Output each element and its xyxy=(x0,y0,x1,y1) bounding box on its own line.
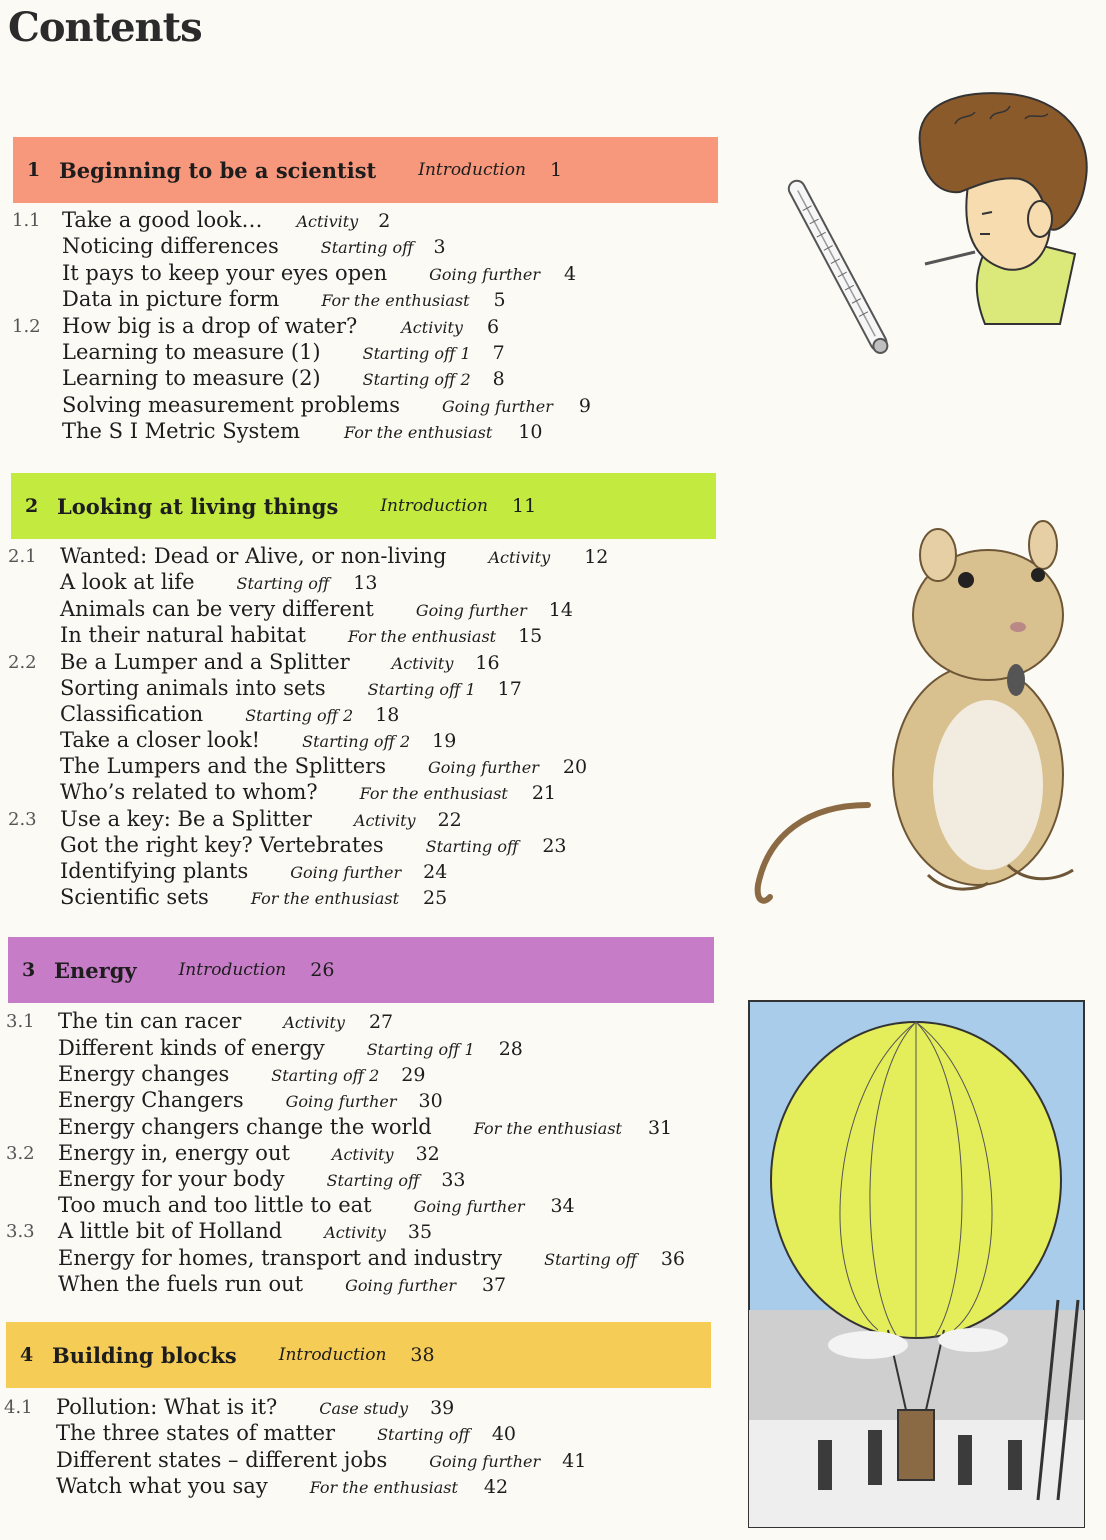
gerbil-illustration xyxy=(748,505,1098,915)
lesson-page-number: 40 xyxy=(491,1423,517,1445)
lesson-page-number: 15 xyxy=(518,625,543,647)
lesson-type: Activity xyxy=(488,548,551,567)
lesson-page-number: 28 xyxy=(498,1038,523,1060)
lesson-page-number: 42 xyxy=(483,1476,509,1498)
lesson-type: Starting off xyxy=(326,1171,420,1190)
boy-illustration xyxy=(900,84,1100,334)
lesson-page-number: 35 xyxy=(407,1221,433,1243)
lesson-title: The S I Metric System xyxy=(62,419,301,443)
lesson-title: Different kinds of energy xyxy=(58,1036,325,1060)
lesson-title: How big is a drop of water? xyxy=(62,314,358,338)
lesson-type: Starting off 2 xyxy=(245,706,354,725)
lesson-title: Animals can be very different xyxy=(60,597,374,621)
lesson-section-number: 3.1 xyxy=(6,1011,35,1032)
lesson-page-number: 36 xyxy=(660,1248,686,1270)
lesson-type: For the enthusiast xyxy=(359,784,508,803)
lesson-title: Use a key: Be a Splitter xyxy=(60,807,312,831)
lesson-type: Starting off xyxy=(377,1425,470,1444)
lesson-page-number: 31 xyxy=(647,1117,673,1139)
lesson-title: Got the right key? Vertebrates xyxy=(60,833,384,857)
lesson-title: Identifying plants xyxy=(60,859,249,883)
chapter-intro-label: Introduction xyxy=(380,496,488,516)
lesson-title: Energy for homes, transport and industry xyxy=(58,1246,503,1270)
lesson-page-number: 33 xyxy=(441,1169,466,1191)
lesson-type: Activity xyxy=(353,811,416,830)
lesson-type: For the enthusiast xyxy=(473,1119,622,1138)
lesson-type: Activity xyxy=(296,212,359,231)
lesson-page-number: 13 xyxy=(353,572,378,594)
lesson-type: Going further xyxy=(428,758,539,777)
lesson-page-number: 7 xyxy=(492,342,505,364)
lesson-section-number: 1.1 xyxy=(12,210,41,231)
lesson-title: Too much and too little to eat xyxy=(58,1193,372,1217)
lesson-page-number: 30 xyxy=(418,1090,443,1112)
lesson-title: A look at life xyxy=(60,570,195,594)
lesson-type: Starting off 2 xyxy=(271,1066,380,1085)
lesson-title: Energy in, energy out xyxy=(58,1141,290,1165)
lesson-page-number: 6 xyxy=(486,316,500,338)
lesson-page-number: 3 xyxy=(433,236,446,258)
lesson-type: Case study xyxy=(319,1399,409,1418)
lesson-type: Starting off 2 xyxy=(362,370,471,389)
lesson-type: Activity xyxy=(283,1013,345,1032)
lesson-type: For the enthusiast xyxy=(347,627,497,646)
lesson-type: Starting off 2 xyxy=(302,732,411,751)
lesson-title: Be a Lumper and a Splitter xyxy=(60,650,350,674)
chapter-title: Looking at living things xyxy=(57,493,339,519)
lesson-title: Energy changes xyxy=(58,1062,230,1086)
lesson-page-number: 34 xyxy=(550,1195,575,1217)
lesson-type: Activity xyxy=(391,654,454,673)
lesson-type: Activity xyxy=(331,1145,394,1164)
lesson-page-number: 19 xyxy=(432,730,457,752)
chapter-intro-page: 11 xyxy=(511,495,537,517)
lesson-type: Activity xyxy=(324,1223,386,1242)
chapter-number: 3 xyxy=(22,959,36,981)
lesson-title: A little bit of Holland xyxy=(58,1219,283,1243)
lesson-page-number: 18 xyxy=(375,704,400,726)
lesson-title: It pays to keep your eyes open xyxy=(62,261,388,285)
lesson-title: Solving measurement problems xyxy=(62,393,400,417)
lesson-page-number: 2 xyxy=(378,210,391,232)
chapter-intro-label: Introduction xyxy=(178,960,287,980)
lesson-title: Take a closer look! xyxy=(60,728,261,752)
lesson-title: Energy changers change the world xyxy=(58,1115,432,1139)
lesson-type: Going further xyxy=(413,1197,525,1216)
lesson-page-number: 24 xyxy=(423,861,448,883)
lesson-title: The Lumpers and the Splitters xyxy=(60,754,386,778)
lesson-type: Going further xyxy=(345,1276,456,1295)
lesson-page-number: 32 xyxy=(415,1143,440,1165)
lesson-title: Classification xyxy=(60,702,204,726)
lesson-page-number: 39 xyxy=(430,1397,455,1419)
lesson-title: Learning to measure (1) xyxy=(62,340,321,364)
lesson-title: Data in picture form xyxy=(62,287,280,311)
lesson-page-number: 29 xyxy=(401,1064,426,1086)
lesson-title: Watch what you say xyxy=(56,1474,268,1498)
chapter-intro-page: 26 xyxy=(310,959,335,981)
lesson-title: Scientific sets xyxy=(60,885,209,909)
lesson-page-number: 21 xyxy=(531,782,557,804)
lesson-type: Starting off 1 xyxy=(366,1040,475,1059)
lesson-page-number: 8 xyxy=(492,368,505,390)
lesson-page-number: 20 xyxy=(562,756,588,778)
lesson-type: For the enthusiast xyxy=(309,1478,458,1497)
lesson-type: Starting off xyxy=(320,238,414,257)
chapter-intro-page: 1 xyxy=(549,159,563,181)
chapter-title: Energy xyxy=(54,957,137,983)
lesson-title: Take a good look… xyxy=(62,208,263,232)
lesson-title: When the fuels run out xyxy=(58,1272,304,1296)
lesson-page-number: 27 xyxy=(368,1011,394,1033)
lesson-title: Wanted: Dead or Alive, or non-living xyxy=(60,544,447,568)
lesson-page-number: 16 xyxy=(475,652,500,674)
lesson-section-number: 3.3 xyxy=(6,1221,35,1242)
chapter-4-header xyxy=(6,1322,711,1388)
chapter-3-header xyxy=(8,937,714,1003)
lesson-title: Different states – different jobs xyxy=(56,1448,388,1472)
thermometer-illustration xyxy=(780,160,910,380)
balloon-illustration xyxy=(748,1000,1085,1528)
lesson-type: Starting off 1 xyxy=(362,344,471,363)
chapter-intro-label: Introduction xyxy=(278,1345,387,1365)
lesson-page-number: 41 xyxy=(562,1450,587,1472)
lesson-type: Going further xyxy=(429,265,540,284)
chapter-title: Building blocks xyxy=(52,1342,237,1368)
lesson-title: Pollution: What is it? xyxy=(56,1395,278,1419)
chapter-intro-label: Introduction xyxy=(418,160,526,180)
lesson-type: For the enthusiast xyxy=(321,291,470,310)
chapter-number: 1 xyxy=(27,159,41,181)
chapter-title: Beginning to be a scientist xyxy=(59,157,377,183)
lesson-type: Going further xyxy=(290,863,402,882)
lesson-page-number: 25 xyxy=(423,887,448,909)
lesson-page-number: 22 xyxy=(437,809,462,831)
lesson-type: Going further xyxy=(429,1452,541,1471)
lesson-type: For the enthusiast xyxy=(344,423,493,442)
lesson-page-number: 17 xyxy=(497,678,522,700)
chapter-1-header xyxy=(13,137,718,203)
lesson-page-number: 37 xyxy=(481,1274,507,1296)
lesson-type: Starting off 1 xyxy=(367,680,476,699)
lesson-page-number: 12 xyxy=(584,546,609,568)
lesson-type: Starting off xyxy=(236,574,330,593)
lesson-page-number: 4 xyxy=(564,263,577,285)
lesson-type: Starting off xyxy=(544,1250,637,1269)
lesson-title: In their natural habitat xyxy=(60,623,306,647)
lesson-title: The three states of matter xyxy=(56,1421,336,1445)
chapter-2-header xyxy=(11,473,716,539)
lesson-page-number: 10 xyxy=(518,421,543,443)
chapter-intro-page: 38 xyxy=(410,1344,435,1366)
lesson-title: Energy for your body xyxy=(58,1167,285,1191)
chapter-number: 4 xyxy=(20,1344,34,1366)
lesson-title: Sorting animals into sets xyxy=(60,676,326,700)
lesson-title: Energy Changers xyxy=(58,1088,244,1112)
lesson-type: Going further xyxy=(415,601,527,620)
lesson-section-number: 2.3 xyxy=(8,809,37,830)
lesson-page-number: 9 xyxy=(578,395,591,417)
lesson-section-number: 4.1 xyxy=(4,1397,33,1418)
lesson-title: Noticing differences xyxy=(62,234,279,258)
lesson-type: For the enthusiast xyxy=(250,889,400,908)
lesson-title: Learning to measure (2) xyxy=(62,366,321,390)
lesson-page-number: 23 xyxy=(542,835,567,857)
lesson-title: The tin can racer xyxy=(58,1009,242,1033)
lesson-section-number: 1.2 xyxy=(12,316,41,337)
lesson-title: Who’s related to whom? xyxy=(60,780,318,804)
lesson-type: Going further xyxy=(285,1092,397,1111)
lesson-section-number: 2.2 xyxy=(8,652,37,673)
lesson-type: Activity xyxy=(401,318,463,337)
page-title: Contents xyxy=(8,4,202,51)
lesson-page-number: 14 xyxy=(548,599,573,621)
lesson-type: Going further xyxy=(441,397,553,416)
chapter-number: 2 xyxy=(25,495,39,517)
lesson-section-number: 3.2 xyxy=(6,1143,35,1164)
lesson-type: Starting off xyxy=(425,837,519,856)
lesson-section-number: 2.1 xyxy=(8,546,37,567)
lesson-page-number: 5 xyxy=(493,289,506,311)
